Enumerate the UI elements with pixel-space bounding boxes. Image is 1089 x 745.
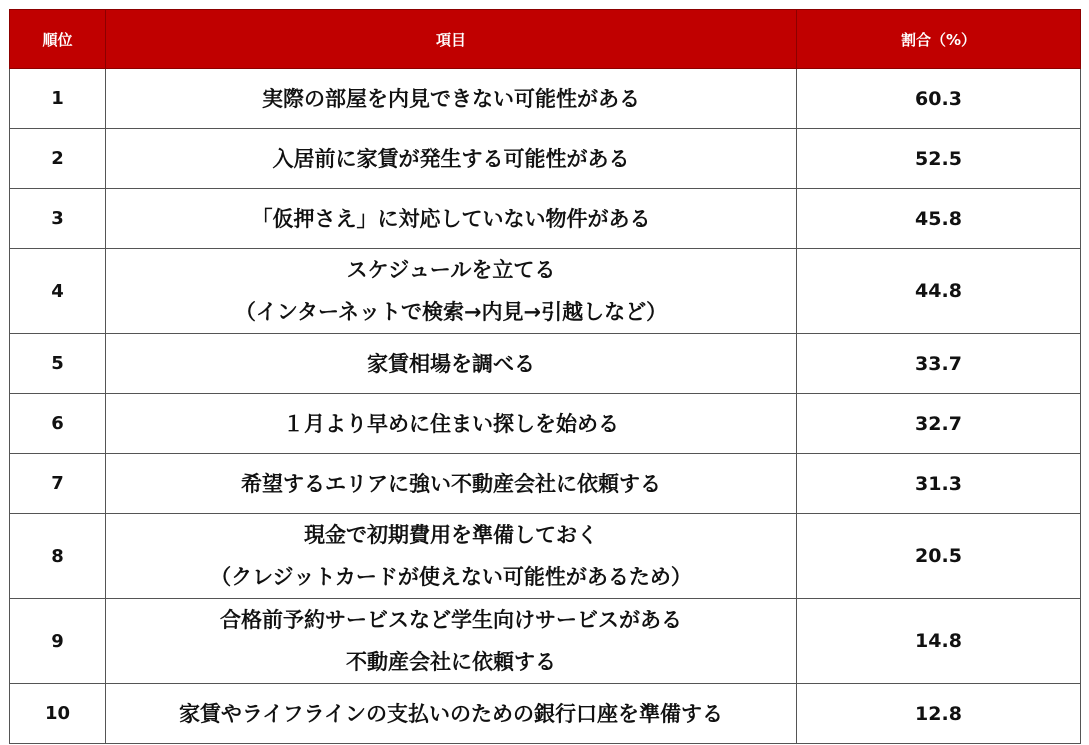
percent-cell: 31.3 — [797, 454, 1081, 514]
percent-cell: 52.5 — [797, 129, 1081, 189]
rank-cell: 6 — [10, 394, 106, 454]
rank-cell: 4 — [10, 249, 106, 334]
table-row — [10, 599, 1081, 684]
item-cell — [106, 514, 797, 599]
item-cell — [106, 684, 797, 744]
rank-cell: 3 — [10, 189, 106, 249]
table-row — [10, 514, 1081, 599]
item-text-line: 不動産会社に依頼する — [346, 650, 556, 674]
item-cell — [106, 129, 797, 189]
item-text-line: 入居前に家賃が発生する可能性がある — [272, 146, 630, 171]
table-body — [10, 69, 1081, 744]
table-row — [10, 334, 1081, 394]
percent-cell: 12.8 — [797, 684, 1081, 744]
item-text-line: 家賃やライフラインの支払いのための銀行口座を準備する — [178, 701, 724, 726]
item-text-line: スケジュールを立てる — [346, 258, 556, 282]
header-rank: 順位 — [10, 10, 106, 69]
rank-cell: 7 — [10, 454, 106, 514]
item-text-line: （インターネットで検索→内見→引越しなど） — [234, 300, 668, 324]
rank-cell: 5 — [10, 334, 106, 394]
item-text-line: 合格前予約サービスなど学生向けサービスがある — [220, 608, 682, 632]
percent-cell: 33.7 — [797, 334, 1081, 394]
item-text-line: 家賃相場を調べる — [367, 351, 535, 376]
percent-cell: 45.8 — [797, 189, 1081, 249]
table-row — [10, 684, 1081, 744]
percent-cell: 14.8 — [797, 599, 1081, 684]
rank-cell: 10 — [10, 684, 106, 744]
item-text-line: （クレジットカードが使えない可能性があるため） — [210, 565, 692, 589]
item-cell — [106, 454, 797, 514]
item-cell — [106, 394, 797, 454]
header-percent: 割合（%） — [797, 10, 1081, 69]
table-row — [10, 454, 1081, 514]
item-text-line: 現金で初期費用を準備しておく — [304, 523, 598, 547]
table-row — [10, 394, 1081, 454]
header-row — [10, 10, 1081, 69]
table-row — [10, 69, 1081, 129]
item-cell — [106, 189, 797, 249]
percent-cell: 44.8 — [797, 249, 1081, 334]
item-text-line: 「仮押さえ」に対応していない物件がある — [251, 206, 651, 231]
item-cell — [106, 69, 797, 129]
item-cell — [106, 334, 797, 394]
header-item: 項目 — [106, 10, 797, 69]
rank-cell: 8 — [10, 514, 106, 599]
item-text-line: １月より早めに住まい探しを始める — [283, 411, 619, 436]
percent-cell: 60.3 — [797, 69, 1081, 129]
item-text-line: 実際の部屋を内見できない可能性がある — [262, 86, 640, 111]
rank-cell: 1 — [10, 69, 106, 129]
item-text-line: 希望するエリアに強い不動産会社に依頼する — [241, 471, 661, 496]
ranking-table — [9, 9, 1081, 744]
table-row — [10, 129, 1081, 189]
rank-cell: 9 — [10, 599, 106, 684]
item-cell — [106, 599, 797, 684]
percent-cell: 20.5 — [797, 514, 1081, 599]
ranking-table-container — [9, 9, 1080, 744]
rank-cell: 2 — [10, 129, 106, 189]
table-row — [10, 189, 1081, 249]
table-row — [10, 249, 1081, 334]
percent-cell: 32.7 — [797, 394, 1081, 454]
item-cell — [106, 249, 797, 334]
